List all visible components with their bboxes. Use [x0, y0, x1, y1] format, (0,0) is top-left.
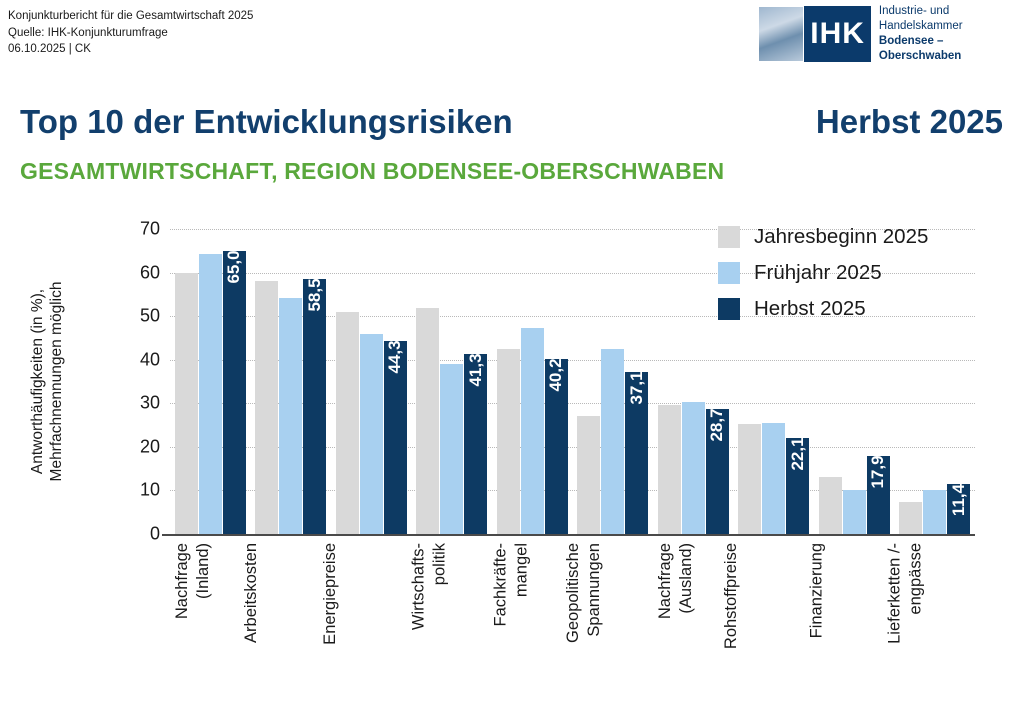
x-axis-label-line: Fachkräfte-: [491, 543, 510, 627]
bar-group: [563, 229, 654, 643]
bar-group: [409, 229, 493, 631]
bar[interactable]: [601, 349, 624, 534]
y-axis-tick-label: 10: [139, 479, 160, 500]
bar[interactable]: [464, 354, 487, 534]
ihk-logo: [758, 6, 1013, 62]
bar[interactable]: [843, 490, 866, 534]
y-axis-tick-label: 40: [139, 349, 160, 370]
bar-group: [491, 229, 573, 627]
bar[interactable]: [303, 279, 326, 534]
x-axis-category-label: [807, 543, 828, 638]
bars: [251, 229, 332, 534]
x-axis-category-label: [491, 543, 533, 626]
x-axis-category-label: [172, 543, 214, 619]
y-axis-tick-label: 70: [139, 218, 160, 239]
x-axis-label-line: Nachfrage: [656, 543, 675, 620]
bar[interactable]: [545, 359, 568, 534]
x-axis-label-line: Wirtschafts-: [409, 543, 428, 631]
legend-item[interactable]: [718, 261, 928, 285]
bar[interactable]: [175, 273, 198, 534]
report-meta-line-3: 06.10.2025 | CK: [8, 43, 91, 55]
bar[interactable]: [199, 254, 222, 534]
bar-value-label: 22,1: [787, 437, 807, 471]
x-axis-category-label: [408, 543, 450, 630]
x-axis-label-line: Spannungen: [584, 543, 603, 637]
bar[interactable]: [923, 490, 946, 534]
y-axis-tick-label: 50: [139, 305, 160, 326]
bar[interactable]: [336, 312, 359, 534]
y-axis-tick-label: 20: [139, 436, 160, 457]
bar[interactable]: [416, 308, 439, 534]
y-axis-tick-label: 30: [139, 392, 160, 413]
legend-label: Frühjahr 2025: [754, 261, 882, 284]
bars: [412, 229, 493, 534]
x-axis-label-line: Arbeitskosten: [241, 543, 260, 643]
x-axis-label-line: engpässe: [906, 543, 925, 615]
legend-label: Herbst 2025: [754, 297, 866, 320]
bar-value-label: 65,0: [224, 250, 244, 284]
bars: [170, 229, 251, 534]
bar[interactable]: [762, 423, 785, 534]
bar-chart: [0, 215, 1025, 713]
page-title: Top 10 der Entwicklungsrisiken: [20, 103, 513, 140]
bar[interactable]: [625, 372, 648, 534]
bar-value-label: 41,3: [465, 353, 485, 387]
bar[interactable]: [384, 341, 407, 534]
bar[interactable]: [738, 424, 761, 534]
bar[interactable]: [786, 438, 809, 534]
x-axis-label-line: Finanzierung: [807, 543, 826, 639]
y-axis-label-line-1: Antworthäufigkeiten (in %),: [29, 288, 46, 475]
x-axis-label-line: Nachfrage: [173, 543, 192, 620]
bar-value-label: 11,4: [948, 484, 968, 517]
y-axis-label-line-2: Mehrfachnennungen möglich: [48, 281, 65, 482]
legend-swatch-icon: [718, 298, 740, 320]
y-axis-tick-label: 0: [149, 523, 160, 544]
bar[interactable]: [819, 477, 842, 534]
bars: [573, 229, 654, 534]
x-axis-label-line: politik: [430, 543, 449, 586]
report-meta: [8, 8, 253, 58]
bar[interactable]: [521, 328, 544, 534]
logo-image-icon: [758, 6, 804, 62]
bar[interactable]: [867, 456, 890, 534]
legend-item[interactable]: [718, 225, 928, 249]
x-axis-category-label: [320, 543, 341, 645]
x-axis-category-label: [241, 543, 262, 643]
bars: [331, 229, 412, 534]
bar-value-label: 37,1: [626, 371, 646, 405]
x-axis-label-line: Rohstoffpreise: [721, 543, 740, 650]
x-axis-category-label: [884, 543, 926, 644]
y-axis-label: [28, 229, 65, 534]
x-axis-label-line: (Ausland): [677, 543, 696, 614]
bar-value-label: 58,5: [304, 278, 324, 312]
logo-wordmark: IHK: [804, 6, 871, 62]
bar[interactable]: [255, 281, 278, 534]
report-meta-line-2: Quelle: IHK-Konjunkturumfrage: [8, 26, 168, 39]
bar-value-label: 40,2: [546, 358, 566, 392]
logo-subtitle-line-2: Bodensee – Oberschwaben: [878, 35, 962, 62]
bar[interactable]: [682, 402, 705, 534]
legend-label: Jahresbeginn 2025: [754, 225, 929, 248]
y-axis-tick-label: 60: [139, 262, 160, 283]
x-axis-category-label: [721, 543, 742, 649]
chart-legend: [718, 225, 928, 321]
legend-swatch-icon: [718, 226, 740, 248]
logo-subtitle: [871, 6, 1013, 62]
bar[interactable]: [497, 349, 520, 534]
legend-swatch-icon: [718, 262, 740, 284]
bar-value-label: 28,7: [707, 408, 727, 442]
bar[interactable]: [947, 484, 970, 534]
x-axis-label-line: mangel: [512, 543, 531, 598]
page-subtitle: GESAMTWIRTSCHAFT, REGION BODENSEE-OBERSCHWABEN: [20, 158, 725, 184]
bar-value-label: 44,3: [385, 340, 405, 374]
x-axis-label-line: Energiepreise: [321, 543, 340, 645]
bar[interactable]: [899, 502, 922, 534]
bar[interactable]: [223, 251, 246, 534]
legend-item[interactable]: [718, 297, 928, 321]
x-axis-label-line: (Inland): [194, 543, 213, 599]
bar[interactable]: [279, 298, 302, 534]
bars: [492, 229, 573, 534]
bar[interactable]: [577, 416, 600, 534]
logo-subtitle-line-1: Industrie- und Handelskammer: [878, 5, 963, 32]
x-axis-category-label: [655, 543, 697, 619]
bar-group: [170, 229, 251, 620]
bar[interactable]: [658, 405, 681, 534]
x-axis-category-label: [563, 543, 605, 643]
x-axis-label-line: Lieferketten /-: [885, 543, 904, 644]
x-axis-line: [162, 534, 975, 536]
bar[interactable]: [440, 364, 463, 534]
bar[interactable]: [360, 334, 383, 534]
season-title: Herbst 2025: [815, 103, 1003, 140]
bar-value-label: 17,9: [868, 455, 888, 489]
report-meta-line-1: Konjunkturbericht für die Gesamtwirtschaft 2025: [8, 10, 254, 22]
bar-group: [321, 229, 412, 645]
x-axis-label-line: Geopolitische: [563, 543, 582, 643]
bar[interactable]: [706, 409, 729, 534]
